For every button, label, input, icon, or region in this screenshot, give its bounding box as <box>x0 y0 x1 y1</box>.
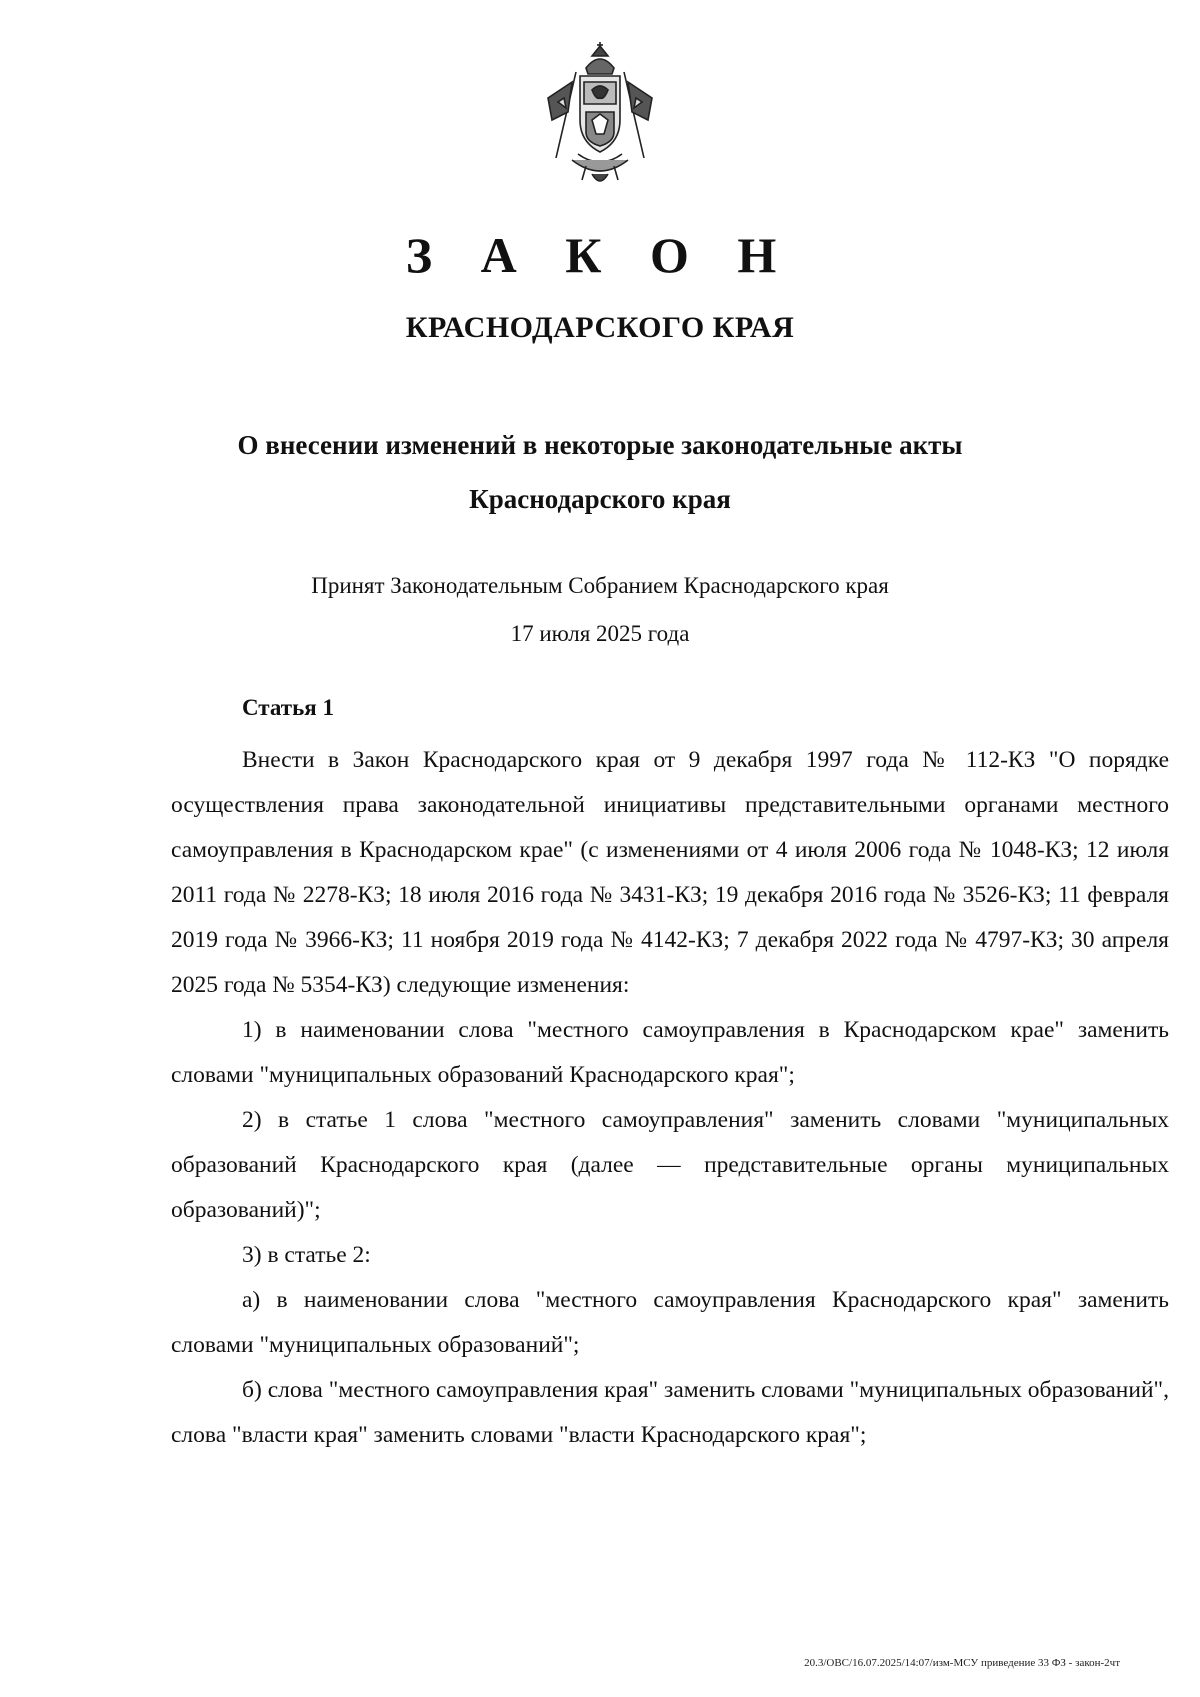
footer-document-code: 20.3/ОВС/16.07.2025/14:07/изм-МСУ приведение 33 ФЗ - закон-2чт <box>804 1657 1120 1669</box>
document-name-line: О внесении изменений в некоторые законодательные акты <box>237 430 963 460</box>
article-paragraph: а) в наименовании слова "местного самоуправления Краснодарского края" заменить словами "муниципальных образований"; <box>171 1287 1169 1358</box>
article-paragraph: 2) в статье 1 слова "местного самоуправления" заменить словами "муниципальных образований Краснодарского края (далее — представительные органы муниципальных образований)"; <box>171 1107 1169 1223</box>
article-paragraph: 1) в наименовании слова "местного самоуправления в Краснодарском крае" заменить словами "муниципальных образований Краснодарского края"; <box>171 1017 1169 1088</box>
document-name-line: Краснодарского края <box>469 484 731 514</box>
adoption-line: Принят Законодательным Собранием Краснодарского края <box>311 573 889 598</box>
article-paragraph: б) слова "местного самоуправления края" заменить словами "муниципальных образований", слова "власти края" заменить словами "власти Краснодарского края"; <box>171 1377 1169 1448</box>
law-title: З А К О Н <box>405 227 795 283</box>
region-title: КРАСНОДАРСКОГО КРАЯ <box>405 311 795 344</box>
coat-of-arms-icon <box>542 42 658 192</box>
article-body <box>171 738 1169 1458</box>
article-paragraph: 3) в статье 2: <box>242 1242 371 1268</box>
adoption-note <box>0 562 1200 658</box>
article-paragraph: Внести в Закон Краснодарского края от 9 декабря 1997 года № 112-КЗ "О порядке осуществления права законодательной инициативы представительными органами местного самоуправления в Краснодарском крае" (с изменениями от 4 июля 2006 года № 1048-КЗ; 12 июля 2011 года № 2278-КЗ; 18 июля 2016 года № 3431-КЗ; 19 декабря 2016 года № 3526-КЗ; 11 февраля 2019 года № 3966-КЗ; 11 ноября 2019 года № 4142-КЗ; 7 декабря 2022 года № 4797-КЗ; 30 апреля 2025 года № 5354-КЗ) следующие изменения: <box>171 747 1169 998</box>
article-heading: Статья 1 <box>242 695 334 720</box>
adoption-date: 17 июля 2025 года <box>510 621 690 646</box>
document-name <box>0 418 1200 526</box>
